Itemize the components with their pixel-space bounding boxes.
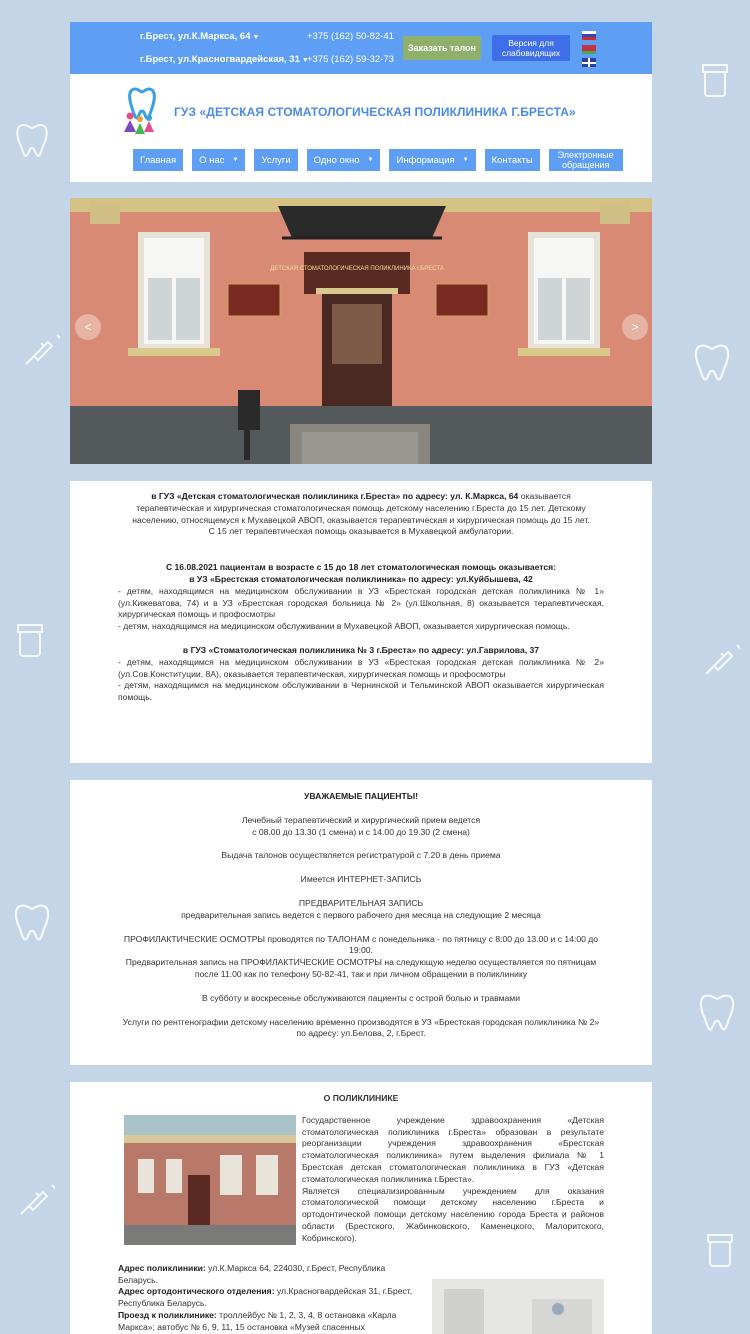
tooth-pattern-icon [12,120,52,160]
notice-paragraph-1: в ГУЗ «Детская стоматологическая поликлиника г.Бреста» по адресу: ул. К.Маркса, 64 оказывается терапевтическая и хирургическая стоматологическая помощь детскому населению г.Бреста до 15 лет. Детскому населению, относящемуся к Мухавецкой АВОП, оказывается терапевтическая и хирургическая помощь до 15 лет. [132,491,590,525]
english-flag-icon[interactable] [582,58,596,67]
tickets-info: Выдача талонов осуществляется регистратурой с 7.20 в день приема [221,850,501,861]
notice-date-heading: С 16.08.2021 пациентам в возрасте с 15 до 18 лет стоматологическая помощь оказывается: [165,562,557,573]
about-paragraph-2: Является специализированным учреждением для оказания стоматологической помощи детскому населению г.Бреста и ортодонтической помощи детскому населению города Бреста и районов области (Брестского, Жабинковского, Каменецкого, Малоритского, Кобринского). [302,1185,604,1243]
syringe-pattern-icon [700,640,740,680]
pill-bottle-pattern-icon [10,620,50,660]
clinic-interior-photo [432,1279,604,1334]
notice-list-item: - детям, находящимся на медицинском обслуживании в УЗ «Брестская городская детская поликлиника № 1» (ул.Кижеватова, 74) и в УЗ «Брестская городская больница № 2» (ул.Школьная, 8) оказывается терапевтическая, хирургическая помощь и профосмотры [118,585,604,620]
pill-bottle-pattern-icon [700,1230,740,1270]
address-selector-1[interactable]: г.Брест, ул.К.Маркса, 64 ▼ [140,31,260,42]
xray-info: Услуги по рентгенографии детскому населению временно производятся в УЗ «Брестская городская поликлиника № 2» по адресу: ул.Белова, 2, г.Брест. [122,1016,600,1039]
chevron-down-icon: ▼ [252,34,260,41]
notice-paragraph-2: С 15 лет терапевтическая помощь оказывается в Мухавецкой амбулатории. [208,526,514,537]
route-info: Проезд к поликлинике: троллейбус № 1, 2, 3, 4, 8 остановка «Карла Маркса»; автобус № 6, 9, 11, 15 остановка «Музей спасенных [118,1309,397,1332]
nav-item-e-appeals[interactable]: Электронные обращения [549,149,623,171]
weekend-info: В субботу и воскресенье обслуживаются пациенты с острой болью и травмами [201,992,521,1003]
patients-info-panel [70,780,652,1065]
main-navigation [133,149,632,171]
pill-bottle-pattern-icon [695,60,735,100]
chevron-down-icon: ▼ [367,157,374,163]
slider-prev-button[interactable]: < [75,314,101,340]
phone-link-2[interactable]: +375 (162) 59-32-73 [307,54,394,65]
nav-item-contacts[interactable]: Контакты [485,149,540,171]
clinic-building-photo [70,198,652,464]
nav-item-services[interactable]: Услуги [254,149,297,171]
notice-panel-age-groups [70,481,652,763]
image-slider [70,198,652,464]
notice-list-item: - детям, находящимся на медицинском обслуживании в Чернинской и Тельминской АВОП оказывается хирургическая помощь. [118,680,604,703]
russian-flag-icon[interactable] [582,31,596,40]
prereg-text: предварительная запись ведется с первого рабочего дня месяца на следующие 2 месяца [181,909,541,920]
about-paragraph-1: Государственное учреждение здравоохранения «Детская стоматологическая поликлиника г.Бреста» образован в результате реорганизации учреждения здравоохранения «Брестская стоматологическая поликлиника» путем выделения филиала № 1 Брестская детская стоматологическая поликлиника в ГУЗ «Детская стоматологическая поликлиника г.Бреста». [302,1114,604,1184]
slider-next-button[interactable]: > [622,314,648,340]
nav-item-home[interactable]: Главная [133,149,183,171]
nav-item-one-window[interactable]: Одно окно ▼ [307,149,381,171]
phone-link-1[interactable]: +375 (162) 50-82-41 [307,31,394,42]
syringe-pattern-icon [15,1180,55,1220]
tooth-pattern-icon [690,340,734,384]
notice-clinic-1-heading: в УЗ «Брестская стоматологическая поликлиника» по адресу: ул.Куйбышева, 42 [189,573,533,584]
reception-hours-line-1: Лечебный терапевтический и хирургический прием ведется [241,814,481,825]
clinic-exterior-photo [124,1115,296,1245]
prof-exam-booking-info: Предварительная запись на ПРОФИЛАКТИЧЕСКИЕ ОСМОТРЫ на следующую неделю осуществляется по пятницам после 11.00 как по телефону 50-82-41, так и при личном обращении в поликлинику [125,957,597,979]
about-clinic-panel [70,1082,652,1334]
site-title[interactable]: ГУЗ «ДЕТСКАЯ СТОМАТОЛОГИЧЕСКАЯ ПОЛИКЛИНИКА Г.БРЕСТА» [174,105,576,119]
notice-list-item: - детям, находящимся на медицинском обслуживании в Мухавецкой АВОП, оказывается хирургическая помощь. [118,621,570,632]
internet-booking-info: Имеется ИНТЕРНЕТ-ЗАПИСЬ [300,874,422,885]
about-title: О ПОЛИКЛИНИКЕ [323,1093,399,1103]
prereg-title: ПРЕДВАРИТЕЛЬНАЯ ЗАПИСЬ [298,897,424,908]
clinic-address: Адрес поликлиники: ул.К.Маркса 64, 224030, г.Брест, Республика Беларусь. [118,1262,386,1285]
nav-item-about[interactable]: О нас ▼ [192,149,245,171]
chevron-down-icon: ▼ [462,157,469,163]
site-header [70,74,652,182]
nav-item-information[interactable]: Информация ▼ [389,149,475,171]
clinic-logo-icon[interactable] [120,86,160,138]
visually-impaired-version-button[interactable]: Версия для слабовидящих [492,35,570,61]
notice-list-item: - детям, находящимся на медицинском обслуживании в УЗ «Брестская городская детская поликлиника № 2» (ул.Сов.Конституции, 8А), оказывается терапевтическая, хирургическая помощь и профосмотры [118,656,604,679]
top-bar [70,22,652,74]
address-selector-2[interactable]: г.Брест, ул.Красногвардейская, 31 ▼ [140,54,309,65]
tooth-pattern-icon [10,900,54,944]
belarus-flag-icon[interactable] [582,45,596,54]
reception-hours-line-2: с 08.00 до 13.30 (1 смена) и с 14.00 до 19.30 (2 смена) [252,826,470,837]
ortho-address: Адрес ортодонтического отделения: ул.Красногвардейская 31, г.Брест, Республика Беларусь. [118,1286,413,1309]
chevron-down-icon: ▼ [301,57,309,64]
chevron-down-icon: ▼ [232,157,239,163]
building-sign-text: ДЕТСКАЯ СТОМАТОЛОГИЧЕСКАЯ ПОЛИКЛИНИКА г.БРЕСТА [270,266,444,272]
notice-clinic-3-heading: в ГУЗ «Стоматологическая поликлиника № 3 г.Бреста» по адресу: ул.Гаврилова, 37 [182,644,540,655]
syringe-pattern-icon [20,330,60,370]
prof-exam-info: ПРОФИЛАКТИЧЕСКИЕ ОСМОТРЫ проводятся по ТАЛОНАМ с понедельника - по пятницу с 8:00 до 13.00 и с 14:00 до 19:00. [123,933,599,956]
patients-info-title: УВАЖАЕМЫЕ ПАЦИЕНТЫ! [303,791,419,801]
order-ticket-button[interactable]: Заказать талон [403,36,481,60]
tooth-pattern-icon [695,990,739,1034]
